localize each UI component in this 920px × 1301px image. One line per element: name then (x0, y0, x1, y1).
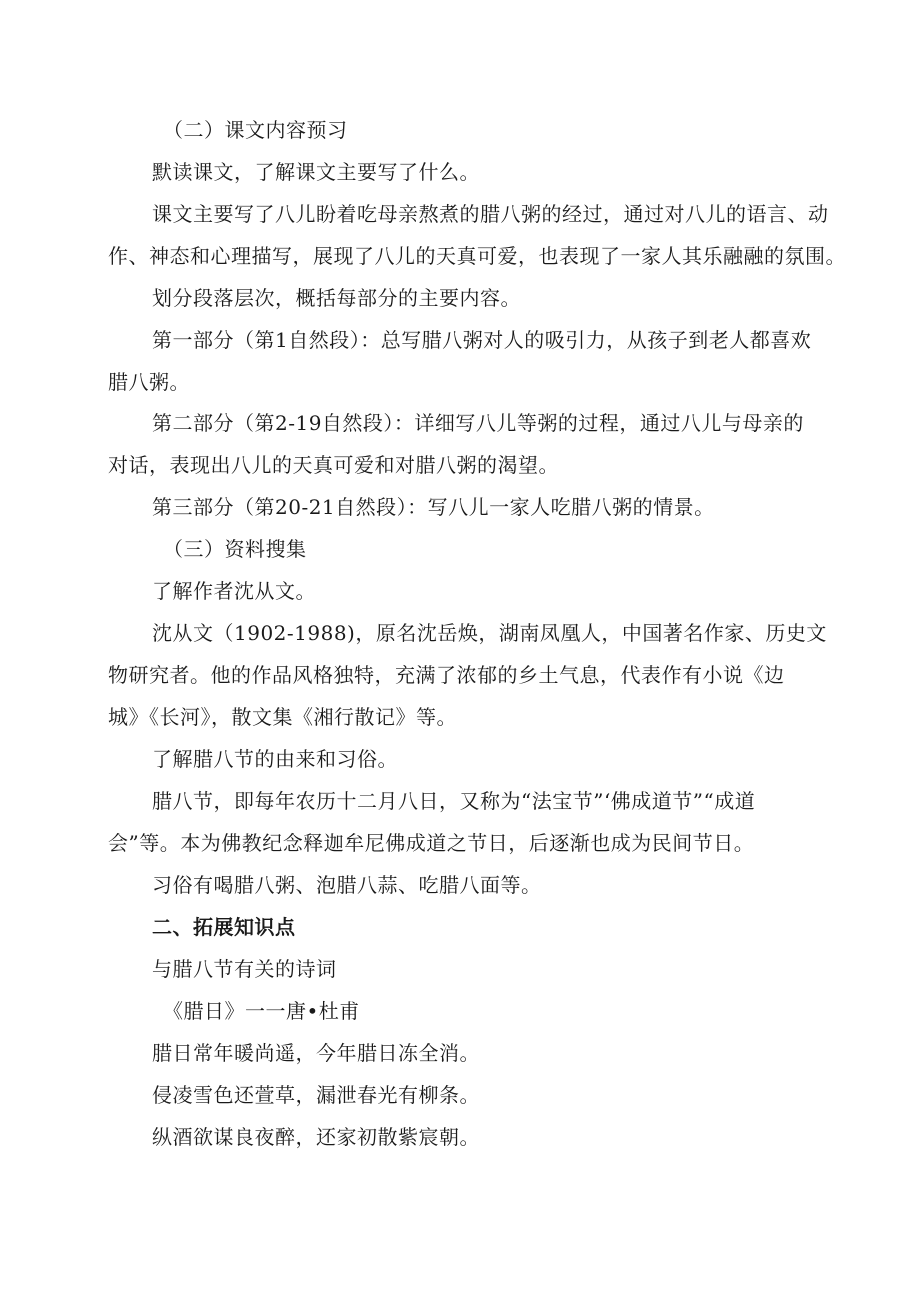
paragraph-line: 会”等。本为佛教纪念释迦牟尼佛成道之节日，后逐渐也成为民间节日。 (108, 831, 755, 855)
paragraph-line: 与腊八节有关的诗词 (152, 957, 337, 981)
paragraph-line: 腊八粥。 (108, 370, 190, 394)
paragraph-line: 物研究者。他的作品风格独特，充满了浓郁的乡土气息，代表作有小说《边 (108, 663, 785, 687)
paragraph-line: 对话，表现出八儿的天真可爱和对腊八粥的渴望。 (108, 453, 559, 477)
paragraph-line: 第三部分（第20-21自然段）：写八儿一家人吃腊八粥的情景。 (152, 495, 715, 519)
paragraph-line: 了解腊八节的由来和习俗。 (152, 747, 398, 771)
paragraph-line: 第二部分（第2-19自然段）：详细写八儿等粥的过程，通过八儿与母亲的 (152, 411, 804, 435)
poem-title: 《腊日》一一唐•杜甫 (163, 999, 360, 1023)
section-heading-extension: 二、拓展知识点 (152, 915, 296, 939)
poem-line: 侵凌雪色还萱草，漏泄春光有柳条。 (152, 1083, 480, 1107)
paragraph-line: 腊八节，即每年农历十二月八日，又称为“法宝节”‘佛成道节”“成道 (152, 789, 756, 813)
section-heading-research: （三）资料搜集 (163, 537, 307, 561)
poem-line: 腊日常年暖尚遥，今年腊日冻全消。 (152, 1041, 480, 1065)
poem-line: 纵酒欲谋良夜醉，还家初散紫宸朝。 (152, 1125, 480, 1149)
paragraph-line: 默读课文，了解课文主要写了什么。 (152, 160, 480, 184)
paragraph-line: 沈从文（1902-1988)，原名沈岳焕，湖南凤凰人，中国著名作家、历史文 (152, 621, 827, 645)
section-heading-preview: （二）课文内容预习 (163, 118, 348, 142)
paragraph-line: 习俗有喝腊八粥、泡腊八蒜、吃腊八面等。 (152, 873, 542, 897)
paragraph-line: 城》《长河》，散文集《湘行散记》等。 (108, 705, 457, 729)
paragraph-line: 第一部分（第1自然段）：总写腊八粥对人的吸引力，从孩子到老人都喜欢 (152, 328, 812, 352)
paragraph-line: 作、神态和心理描写，展现了八儿的天真可爱，也表现了一家人其乐融融的氛围。 (108, 244, 846, 268)
paragraph-line: 了解作者沈从文。 (152, 579, 316, 603)
paragraph-line: 划分段落层次，概括每部分的主要内容。 (152, 286, 521, 310)
paragraph-line: 课文主要写了八儿盼着吃母亲熬煮的腊八粥的经过，通过对八儿的语言、动 (152, 202, 829, 226)
